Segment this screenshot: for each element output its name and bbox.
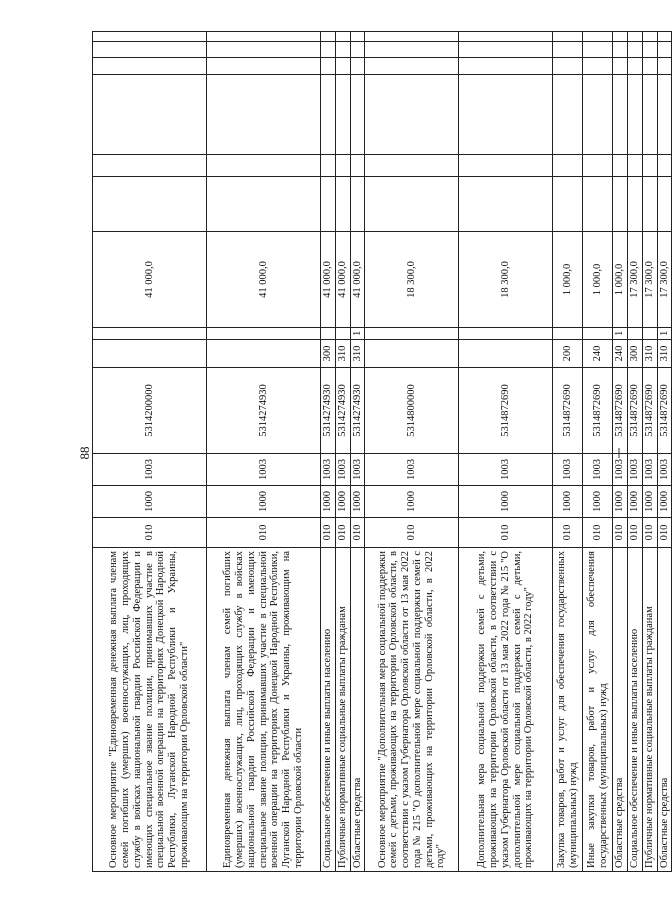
- empty-cell: [321, 75, 336, 155]
- empty-cell: [365, 155, 459, 177]
- empty-cell: [93, 155, 207, 177]
- empty-cell: [642, 75, 657, 155]
- empty-cell: [207, 58, 321, 75]
- table-row: [350, 32, 365, 872]
- empty-cell: [459, 58, 553, 75]
- section-code: 1000: [335, 486, 350, 518]
- admin-code: 010: [335, 518, 350, 548]
- expense-type-code: 310: [350, 340, 365, 368]
- empty-cell: [657, 155, 672, 177]
- empty-cell: [93, 58, 207, 75]
- sum-value: 18 300,0: [459, 232, 553, 328]
- empty-cell: [583, 58, 613, 75]
- empty-cell: [459, 42, 553, 58]
- target-article-code: 5314274930: [207, 368, 321, 454]
- empty-cell: [628, 155, 643, 177]
- expense-type-code: [365, 340, 459, 368]
- section-code: 1000: [321, 486, 336, 518]
- subsection-code: 1003: [93, 454, 207, 486]
- empty-cell: [642, 155, 657, 177]
- funding-mark: [321, 328, 336, 340]
- sum-value: 17 300,0: [628, 232, 643, 328]
- empty-cell: [93, 32, 207, 42]
- row-name: Основное мероприятие "Единовременная денежная выплата членам семей погибших (умерших) военнослужащих, лиц, проходящих службу в войсках национальной гвардии Российской Федерации и имеющих специальное звание полиции, принимавших участие в специальной военной операции на территориях Донецкой Народной Республики, Луганской Народной Республики и Украины, проживающим на территории Орловской области": [93, 548, 207, 872]
- funding-mark: 1: [350, 328, 365, 340]
- expense-type-code: [459, 340, 553, 368]
- funding-mark: [628, 328, 643, 340]
- empty-cell: [628, 32, 643, 42]
- empty-cell: [628, 75, 643, 155]
- sum-value: 1 000,0: [553, 232, 583, 328]
- empty-cell: [335, 75, 350, 155]
- funding-mark: [642, 328, 657, 340]
- table-row: [583, 32, 613, 872]
- empty-cell: [365, 75, 459, 155]
- expense-type-code: [207, 340, 321, 368]
- subsection-code: 1003: [321, 454, 336, 486]
- subsection-code: 1003: [350, 454, 365, 486]
- subsection-code: 1003: [207, 454, 321, 486]
- sum-value: 17 300,0: [642, 232, 657, 328]
- admin-code: 010: [207, 518, 321, 548]
- row-name: Социальное обеспечение и иные выплаты населению: [321, 548, 336, 872]
- empty-cell: [335, 177, 350, 232]
- empty-cell: [642, 177, 657, 232]
- section-code: 1000: [553, 486, 583, 518]
- empty-cell: [459, 155, 553, 177]
- section-code: 1000: [642, 486, 657, 518]
- subsection-code: 1003: [628, 454, 643, 486]
- empty-cell: [583, 75, 613, 155]
- row-name: Областные средства: [350, 548, 365, 872]
- funding-mark: 1: [657, 328, 672, 340]
- row-name: Публичные нормативные социальные выплаты гражданам: [335, 548, 350, 872]
- target-article-code: 5314872690: [642, 368, 657, 454]
- section-code: 1000: [93, 486, 207, 518]
- rotated-table-frame: [92, 32, 670, 872]
- admin-code: 010: [365, 518, 459, 548]
- empty-cell: [459, 177, 553, 232]
- sum-value: 1 000,0: [613, 232, 628, 328]
- table-row: [553, 32, 583, 872]
- empty-cell: [628, 177, 643, 232]
- sum-value: 41 000,0: [93, 232, 207, 328]
- admin-code: 010: [553, 518, 583, 548]
- funding-mark: [365, 328, 459, 340]
- empty-cell: [628, 42, 643, 58]
- admin-code: 010: [459, 518, 553, 548]
- target-article-code: 5314274930: [350, 368, 365, 454]
- section-code: 1000: [657, 486, 672, 518]
- subsection-code: 1003: [583, 454, 613, 486]
- empty-cell: [93, 42, 207, 58]
- admin-code: 010: [350, 518, 365, 548]
- empty-cell: [459, 75, 553, 155]
- expense-type-code: 240: [583, 340, 613, 368]
- empty-cell: [613, 58, 628, 75]
- sum-value: 18 300,0: [365, 232, 459, 328]
- page-number: 88: [77, 446, 92, 460]
- row-name: Основное мероприятие "Дополнительная мера социальной поддержки семей с детьми, проживающих на территории Орловской области, в соответствии с указом Губернатора Орловской области от 13 мая 2022 года № 215 "О дополнительной мере социальной поддержки семей с детьми, проживающих на территории Орловской области, в 2022 году": [365, 548, 459, 872]
- empty-cell: [350, 58, 365, 75]
- rotated-table-area: [92, 32, 670, 872]
- empty-cell: [365, 32, 459, 42]
- empty-cell: [207, 42, 321, 58]
- funding-mark: [335, 328, 350, 340]
- empty-cell: [459, 32, 553, 42]
- funding-mark: [459, 328, 553, 340]
- expense-type-code: 240: [613, 340, 628, 368]
- subsection-code: 1003: [365, 454, 459, 486]
- empty-cell: [350, 75, 365, 155]
- empty-cell: [207, 32, 321, 42]
- empty-cell: [553, 42, 583, 58]
- target-article-code: 5314872690: [459, 368, 553, 454]
- table-row: [335, 32, 350, 872]
- admin-code: 010: [642, 518, 657, 548]
- target-article-code: 5314872690: [553, 368, 583, 454]
- empty-cell: [350, 155, 365, 177]
- table-body: [93, 32, 672, 872]
- admin-code: 010: [93, 518, 207, 548]
- empty-cell: [365, 58, 459, 75]
- sum-value: 1 000,0: [583, 232, 613, 328]
- empty-cell: [93, 75, 207, 155]
- empty-cell: [321, 58, 336, 75]
- section-code: 1000: [365, 486, 459, 518]
- funding-mark: [583, 328, 613, 340]
- empty-cell: [553, 155, 583, 177]
- empty-cell: [628, 58, 643, 75]
- empty-cell: [613, 75, 628, 155]
- table-row: [365, 32, 459, 872]
- section-code: 1000: [583, 486, 613, 518]
- section-code: 1000: [628, 486, 643, 518]
- expense-type-code: 300: [628, 340, 643, 368]
- admin-code: 010: [657, 518, 672, 548]
- target-article-code: 5314274930: [321, 368, 336, 454]
- table-row: [321, 32, 336, 872]
- empty-cell: [321, 177, 336, 232]
- target-article-code: 5314872690: [583, 368, 613, 454]
- row-name: Закупка товаров, работ и услуг для обеспечения государственных (муниципальных) нужд: [553, 548, 583, 872]
- empty-cell: [642, 58, 657, 75]
- empty-cell: [583, 42, 613, 58]
- section-code: 1000: [613, 486, 628, 518]
- empty-cell: [553, 177, 583, 232]
- target-article-code: 5314800000: [365, 368, 459, 454]
- expense-type-code: 300: [321, 340, 336, 368]
- target-article-code: 5314872690: [628, 368, 643, 454]
- expense-type-code: [93, 340, 207, 368]
- table-row: [613, 32, 628, 872]
- sum-value: 41 000,0: [350, 232, 365, 328]
- admin-code: 010: [613, 518, 628, 548]
- row-name: Областные средства: [657, 548, 672, 872]
- empty-cell: [583, 155, 613, 177]
- empty-cell: [335, 32, 350, 42]
- empty-cell: [657, 75, 672, 155]
- empty-cell: [93, 177, 207, 232]
- empty-cell: [613, 42, 628, 58]
- empty-cell: [365, 42, 459, 58]
- table-row: [459, 32, 553, 872]
- expense-type-code: 200: [553, 340, 583, 368]
- row-name: Иные закупки товаров, работ и услуг для обеспечения государственных (муниципальных) нужд: [583, 548, 613, 872]
- table-row: [207, 32, 321, 872]
- row-name: Областные средства: [613, 548, 628, 872]
- funding-mark: [93, 328, 207, 340]
- target-article-code: 5314274930: [335, 368, 350, 454]
- subsection-code: 1003: [657, 454, 672, 486]
- empty-cell: [321, 32, 336, 42]
- empty-cell: [207, 75, 321, 155]
- empty-cell: [335, 42, 350, 58]
- empty-cell: [642, 42, 657, 58]
- section-code: 1000: [459, 486, 553, 518]
- empty-cell: [207, 177, 321, 232]
- expense-type-code: 310: [335, 340, 350, 368]
- empty-cell: [335, 155, 350, 177]
- empty-cell: [657, 32, 672, 42]
- empty-cell: [583, 177, 613, 232]
- subsection-code: 1003: [335, 454, 350, 486]
- section-code: 1000: [350, 486, 365, 518]
- empty-cell: [642, 32, 657, 42]
- empty-cell: [350, 177, 365, 232]
- row-name: Социальное обеспечение и иные выплаты населению: [628, 548, 643, 872]
- subsection-code: 1003: [553, 454, 583, 486]
- funding-mark: 1: [613, 328, 628, 340]
- admin-code: 010: [628, 518, 643, 548]
- admin-code: 010: [321, 518, 336, 548]
- table-row: [628, 32, 643, 872]
- funding-mark: [207, 328, 321, 340]
- row-name: Единовременная денежная выплата членам семей погибших (умерших) военнослужащих, лиц, проходящих службу в войсках национальной гвардии Российской Федерации и имеющих специальное звание полиции, принимавших участие в специальной военной операции на территориях Донецкой Народной Республики, Луганской Народной Республики и Украины, проживающим на территории Орловской области: [207, 548, 321, 872]
- subsection-code: 1003: [642, 454, 657, 486]
- budget-table: [92, 31, 672, 872]
- empty-cell: [583, 32, 613, 42]
- empty-cell: [365, 177, 459, 232]
- empty-cell: [553, 32, 583, 42]
- empty-cell: [657, 58, 672, 75]
- sum-value: 17 300,0: [657, 232, 672, 328]
- table-row: [642, 32, 657, 872]
- empty-cell: [553, 58, 583, 75]
- target-article-code: 5314200000: [93, 368, 207, 454]
- row-name: Публичные нормативные социальные выплаты гражданам: [642, 548, 657, 872]
- empty-cell: [350, 32, 365, 42]
- empty-cell: [335, 58, 350, 75]
- empty-cell: [657, 177, 672, 232]
- empty-cell: [613, 155, 628, 177]
- table-row: [93, 32, 207, 872]
- target-article-code: 5314872690: [657, 368, 672, 454]
- empty-cell: [350, 42, 365, 58]
- row-name: Дополнительная мера социальной поддержки семей с детьми, проживающих на территории Орловской области, в соответствии с указом Губернатора Орловской области от 13 мая 2022 года № 215 "О дополнительной мере социальной поддержки семей с детьми, проживающих на территории Орловской области, в 2022 году": [459, 548, 553, 872]
- sum-value: 41 000,0: [335, 232, 350, 328]
- admin-code: 010: [583, 518, 613, 548]
- table-row: [657, 32, 672, 872]
- funding-mark: [553, 328, 583, 340]
- expense-type-code: 310: [642, 340, 657, 368]
- empty-cell: [613, 32, 628, 42]
- section-code: 1000: [207, 486, 321, 518]
- subsection-code: 1003: [613, 454, 628, 486]
- sum-value: 41 000,0: [321, 232, 336, 328]
- empty-cell: [321, 155, 336, 177]
- empty-cell: [321, 42, 336, 58]
- subsection-code: 1003: [459, 454, 553, 486]
- empty-cell: [207, 155, 321, 177]
- empty-cell: [657, 42, 672, 58]
- empty-cell: [553, 75, 583, 155]
- expense-type-code: 310: [657, 340, 672, 368]
- empty-cell: [613, 177, 628, 232]
- sum-value: 41 000,0: [207, 232, 321, 328]
- target-article-code: 5314872690: [613, 368, 628, 454]
